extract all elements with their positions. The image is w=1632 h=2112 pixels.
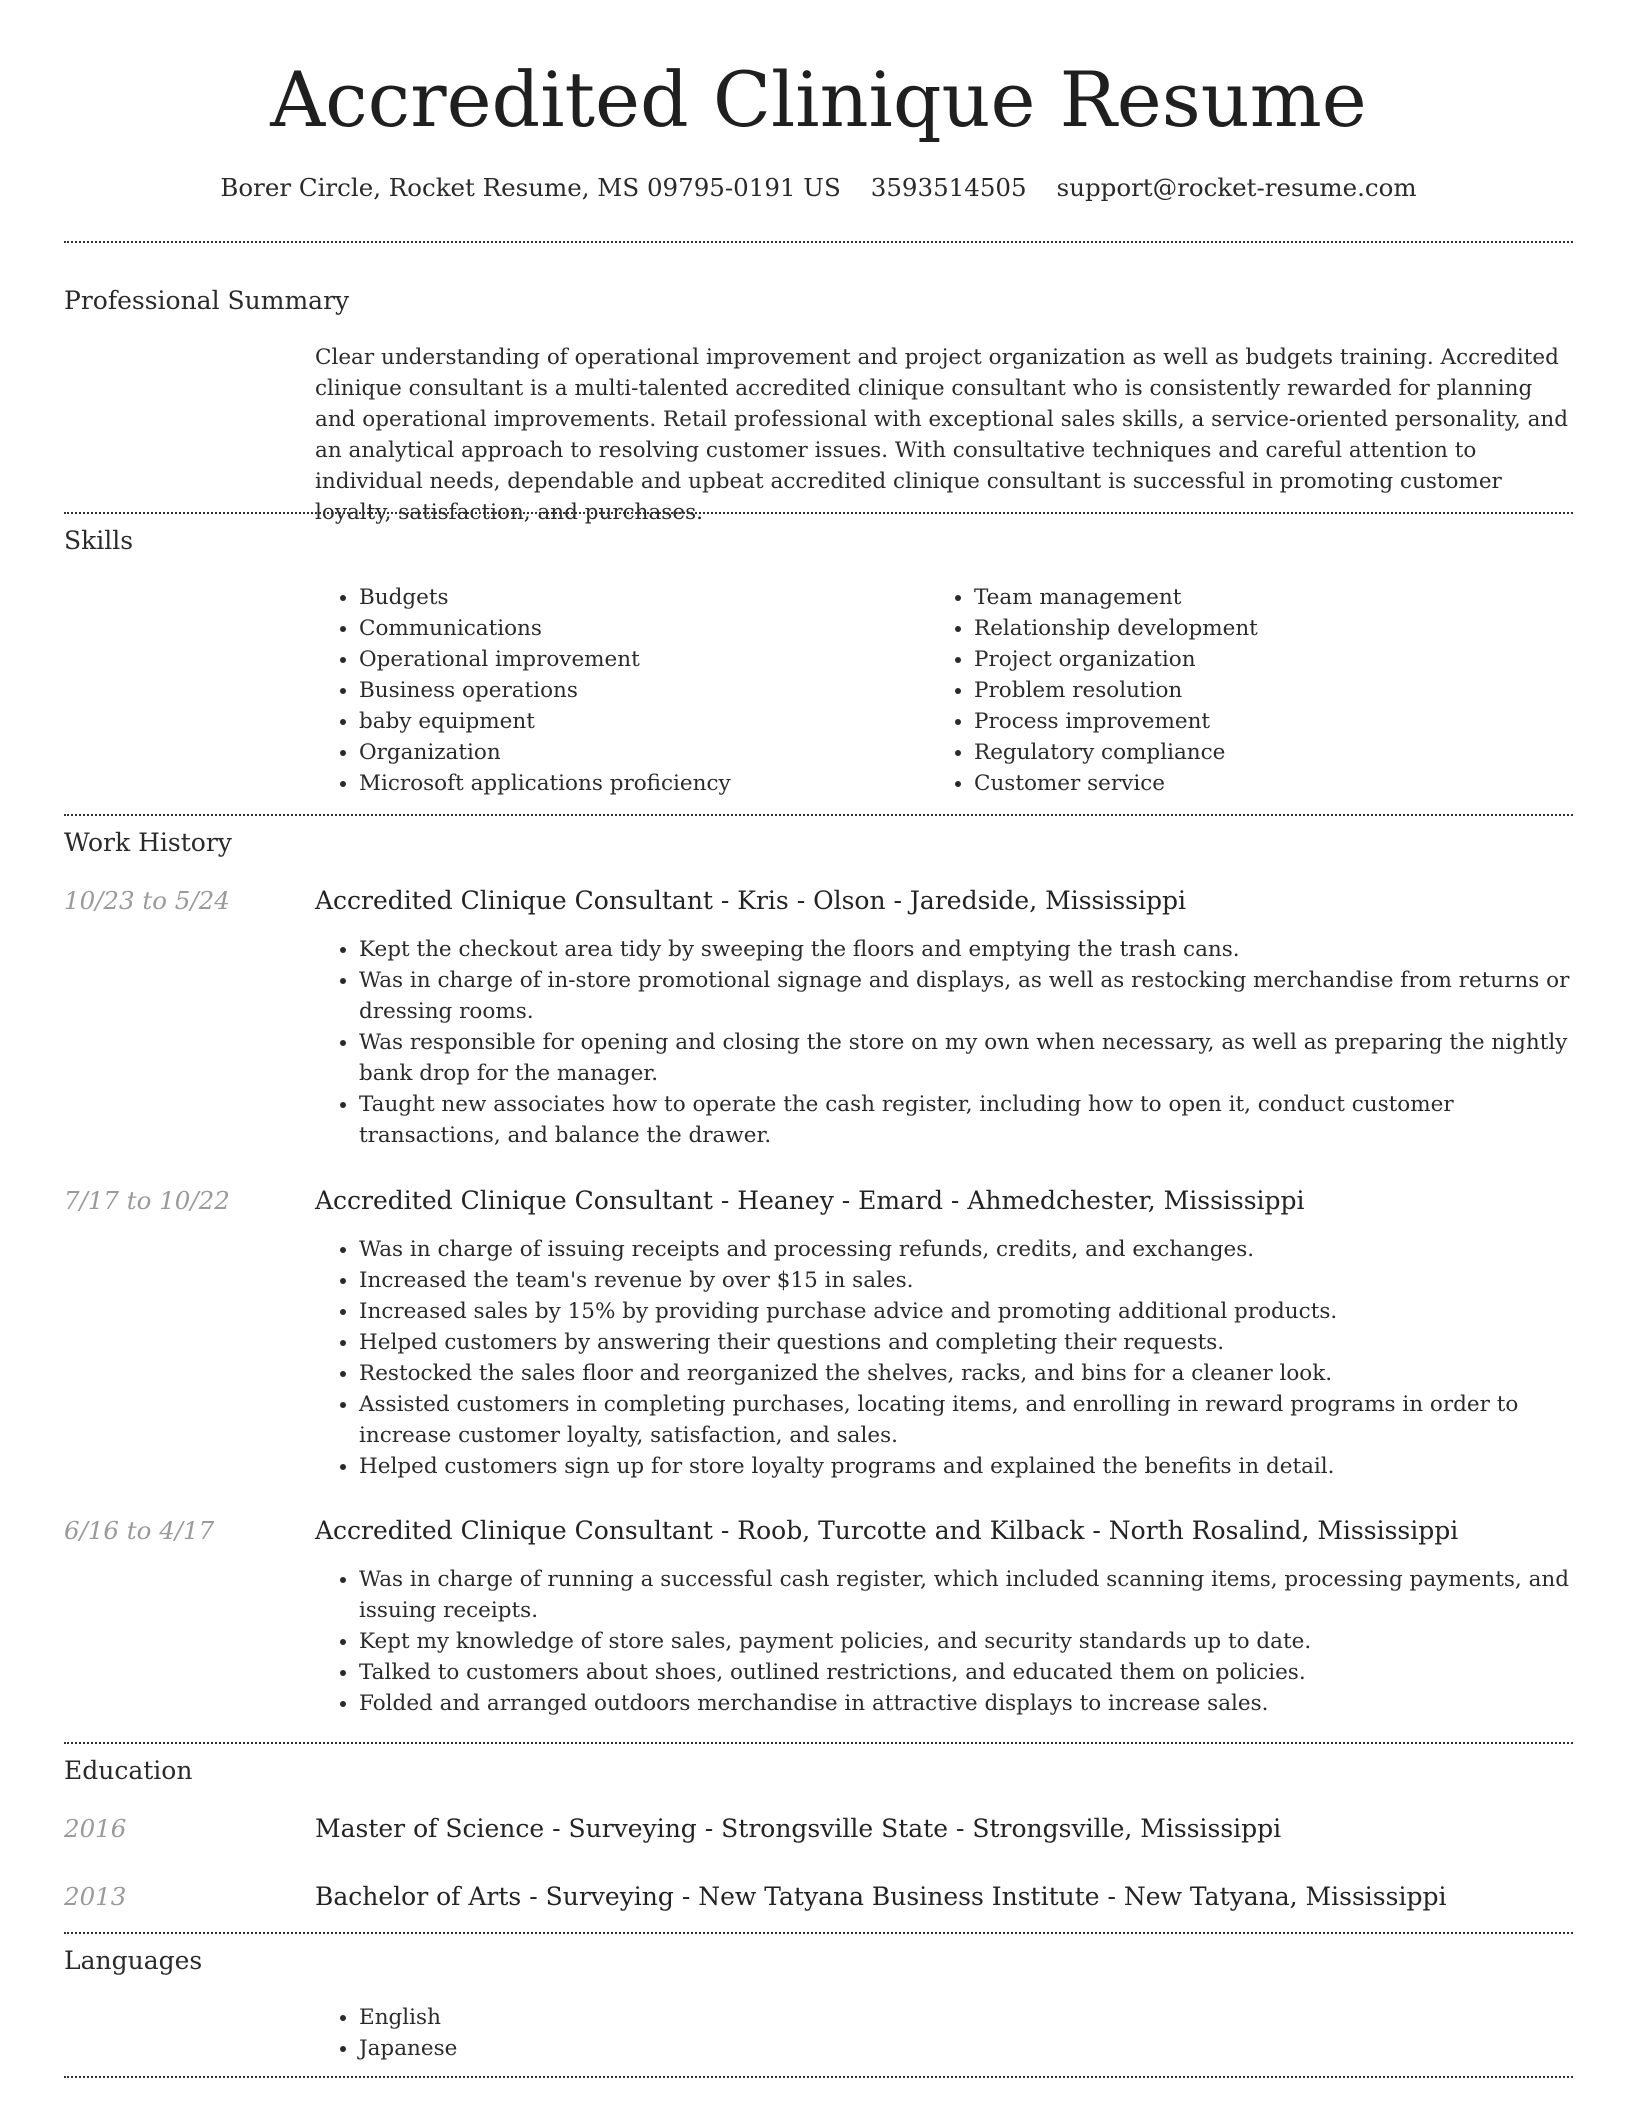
education-degree: Bachelor of Arts - Surveying - New Tatyana Business Institute - New Tatyana, Mississippi [315,1882,1447,1911]
skill-item: • baby equipment [359,706,915,737]
skill-item: • Relationship development [974,613,1530,644]
job-bullet: • Folded and arranged outdoors merchandise in attractive displays to increase sales. [359,1688,1573,1719]
skills-column-left [315,582,915,799]
job-bullet: • Helped customers sign up for store loyalty programs and explained the benefits in detail. [359,1451,1573,1482]
job-bullet: • Was responsible for opening and closing the store on my own when necessary, as well as preparing the nightly bank drop for the manager. [359,1027,1573,1089]
divider [64,1742,1573,1744]
section-heading-skills: Skills [64,526,134,555]
job-bullet: • Increased sales by 15% by providing purchase advice and promoting additional products. [359,1296,1573,1327]
skills-column-right [930,582,1530,799]
job-bullet: • Talked to customers about shoes, outlined restrictions, and educated them on policies. [359,1657,1573,1688]
contact-line [64,170,1573,206]
job-bullet: • Taught new associates how to operate the cash register, including how to open it, conduct customer transactions, and balance the drawer. [359,1089,1573,1151]
education-degree: Master of Science - Surveying - Strongsville State - Strongsville, Mississippi [315,1814,1282,1843]
skill-item: • Budgets [359,582,915,613]
job-bullets [315,1234,1573,1482]
job-bullet: • Was in charge of issuing receipts and processing refunds, credits, and exchanges. [359,1234,1573,1265]
skills-block [315,582,1573,802]
section-heading-work: Work History [64,828,232,857]
skill-item: • Regulatory compliance [974,737,1530,768]
job-title: Accredited Clinique Consultant - Kris - Olson - Jaredside, Mississippi [315,886,1187,915]
job-title: Accredited Clinique Consultant - Roob, Turcotte and Kilback - North Rosalind, Mississippi [315,1516,1459,1545]
education-year: 2013 [64,1882,127,1911]
summary-block [315,342,1573,528]
section-heading-summary: Professional Summary [64,286,350,315]
contact-email: support@rocket-resume.com [1056,173,1417,202]
language-item: • Japanese [359,2033,1573,2064]
job-dates: 7/17 to 10/22 [64,1186,230,1215]
job-bullet: • Kept my knowledge of store sales, payment policies, and security standards up to date. [359,1626,1573,1657]
resume-title: Accredited Clinique Resume [270,55,1367,144]
language-item: • English [359,2002,1573,2033]
divider [64,241,1573,243]
divider [64,814,1573,816]
job-bullet: • Helped customers by answering their questions and completing their requests. [359,1327,1573,1358]
job-bullet: • Was in charge of in-store promotional signage and displays, as well as restocking merchandise from returns or dressing rooms. [359,965,1573,1027]
skill-item: • Communications [359,613,915,644]
section-heading-languages: Languages [64,1946,203,1975]
contact-address: Borer Circle, Rocket Resume, MS 09795-0191 US [220,173,841,202]
job-title: Accredited Clinique Consultant - Heaney - Emard - Ahmedchester, Mississippi [315,1186,1305,1215]
divider [64,512,1573,514]
job-bullets [315,934,1573,1151]
job-bullet: • Was in charge of running a successful cash register, which included scanning items, processing payments, and issuing receipts. [359,1564,1573,1626]
divider [64,2076,1573,2078]
skill-item: • Team management [974,582,1530,613]
section-heading-education: Education [64,1756,193,1785]
skill-item: • Project organization [974,644,1530,675]
skill-item: • Operational improvement [359,644,915,675]
job-dates: 10/23 to 5/24 [64,886,230,915]
job-bullet: • Increased the team's revenue by over $15 in sales. [359,1265,1573,1296]
job-bullet: • Assisted customers in completing purchases, locating items, and enrolling in reward programs in order to increase customer loyalty, satisfaction, and sales. [359,1389,1573,1451]
summary-text: Clear understanding of operational improvement and project organization as well as budgets training. Accredited clinique consultant is a multi-talented accredited clinique consultant who is consistently rewarded for planning and operational improvements. Retail professional with exceptional sales skills, a service-oriented personality, and an analytical approach to resolving customer issues. With consultative techniques and careful attention to individual needs, dependable and upbeat accredited clinique consultant is successful in promoting customer loyalty, satisfaction, and purchases. [315,345,1569,525]
languages-block [315,2002,1573,2064]
job-bullet: • Restocked the sales floor and reorganized the shelves, racks, and bins for a cleaner look. [359,1358,1573,1389]
skill-item: • Microsoft applications proficiency [359,768,915,799]
education-year: 2016 [64,1814,127,1843]
contact-phone: 3593514505 [870,173,1027,202]
skill-item: • Business operations [359,675,915,706]
skill-item: • Problem resolution [974,675,1530,706]
skill-item: • Process improvement [974,706,1530,737]
skill-item: • Organization [359,737,915,768]
job-bullets [315,1564,1573,1719]
skill-item: • Customer service [974,768,1530,799]
job-bullet: • Kept the checkout area tidy by sweeping the floors and emptying the trash cans. [359,934,1573,965]
divider [64,1932,1573,1934]
job-dates: 6/16 to 4/17 [64,1516,215,1545]
